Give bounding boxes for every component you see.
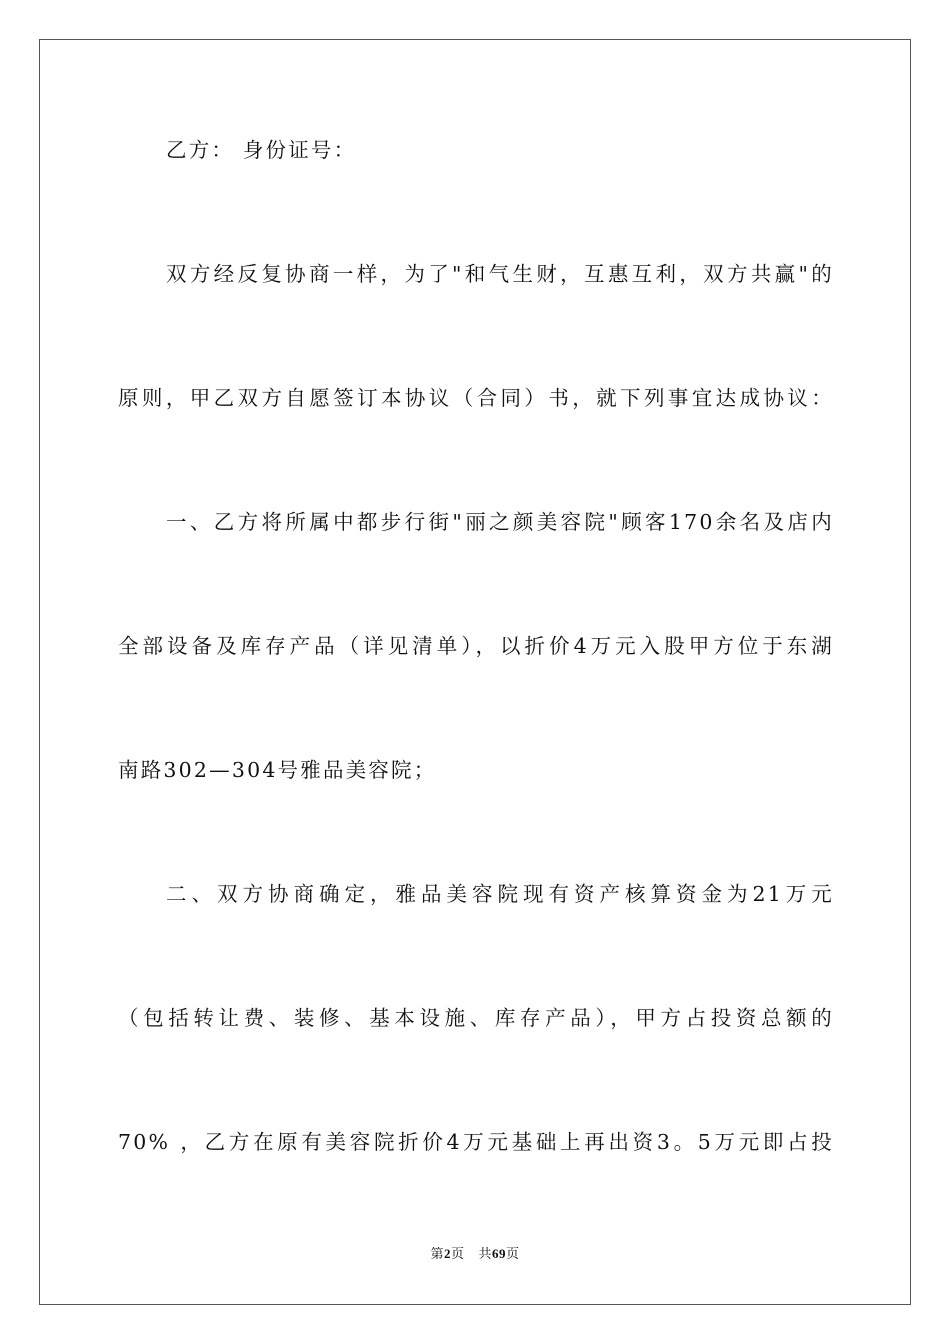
footer-total-prefix: 共	[478, 1247, 492, 1262]
clause-1-line-2: 全部设备及库存产品（详见清单），以折价4万元入股甲方位于东湖	[118, 634, 834, 658]
page-frame	[39, 39, 911, 1305]
body-line-2: 原则，甲乙双方自愿签订本协议（合同）书，就下列事宜达成协议：	[118, 386, 834, 410]
clause-2-line-2: （包括转让费、装修、基本设施、库存产品），甲方占投资总额的	[118, 1006, 834, 1030]
footer-prefix: 第	[430, 1247, 445, 1262]
party-b-line: 乙方： 身份证号：	[166, 138, 357, 162]
footer-page-number: 2	[444, 1246, 452, 1261]
footer-total-unit: 页	[505, 1247, 520, 1262]
clause-2-line-1: 二、双方协商确定，雅品美容院现有资产核算资金为21万元	[166, 882, 834, 906]
body-line-1: 双方经反复协商一样，为了"和气生财，互惠互利，双方共赢"的	[166, 262, 834, 286]
clause-1-line-1: 一、乙方将所属中都步行街"丽之颜美容院"顾客170余名及店内	[166, 510, 834, 534]
page-footer	[0, 1245, 950, 1264]
footer-page-unit: 页	[451, 1247, 465, 1262]
clause-1-line-3: 南路302—304号雅品美容院；	[118, 758, 437, 782]
footer-total-pages: 69	[491, 1246, 506, 1261]
clause-2-line-3: 70% ，乙方在原有美容院折价4万元基础上再出资3。5万元即占投	[118, 1130, 834, 1154]
